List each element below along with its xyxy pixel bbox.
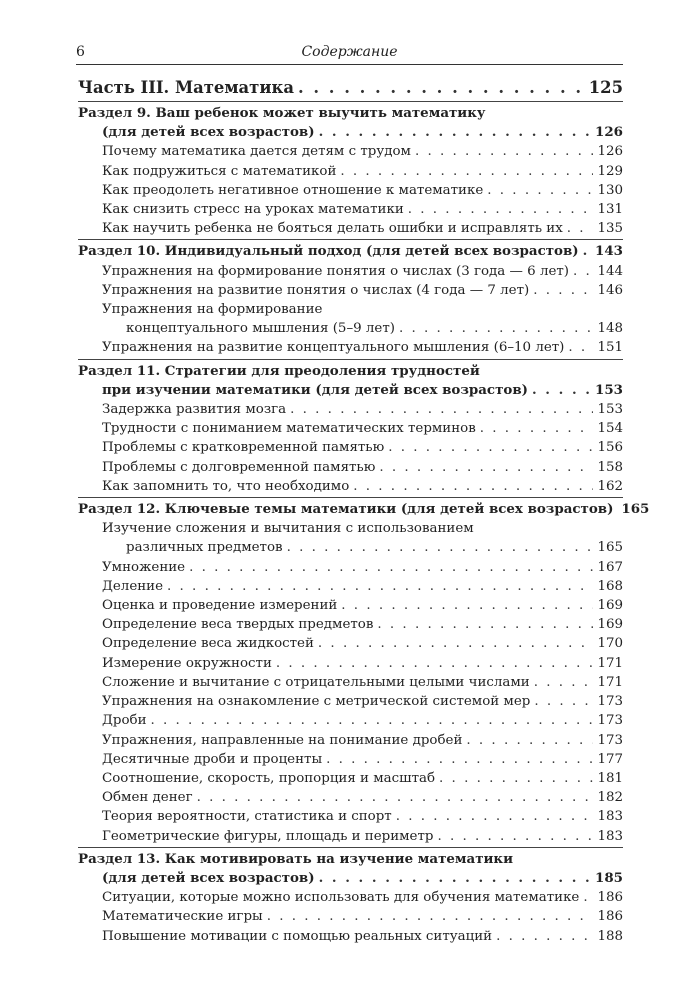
item-page: 153 [597,402,623,418]
item-title: Упражнения на развитие концептуального мышления (6–10 лет) [102,340,565,356]
dot-leader [319,869,591,888]
dot-leader [151,711,594,730]
toc-item [78,654,623,673]
section-title: Раздел 10. Индивидуальный подход (для детей всех возрастов) [78,243,579,260]
section-page: 143 [595,243,623,260]
toc-item [78,731,623,750]
section-title-line: Раздел 13. Как мотивировать на изучение математики [78,850,514,867]
toc-item [78,558,623,577]
item-page: 154 [597,421,623,437]
item-title: Ситуации, которые можно использовать для обучения математике [102,890,580,906]
dot-leader [326,750,593,769]
dot-leader [573,262,593,281]
item-page: 186 [597,890,623,906]
divider [78,847,623,848]
item-title: Как снизить стресс на уроках математики [102,202,404,218]
item-page: 144 [597,263,623,279]
toc-item [78,888,623,907]
toc-item [78,615,623,634]
dot-leader [341,596,593,615]
divider [78,359,623,360]
dot-leader [437,827,593,846]
item-page: 129 [597,163,623,179]
item-title: Измерение окружности [102,655,272,671]
toc-item [78,634,623,653]
item-title: Трудности с пониманием математических терминов [102,421,476,437]
toc-item [78,750,623,769]
toc-item [78,807,623,826]
dot-leader [466,731,593,750]
toc-item [78,438,623,457]
item-title: различных предметов [126,540,283,556]
dot-leader [439,769,593,788]
item-page: 156 [597,440,623,456]
dot-leader [276,654,594,673]
item-title: Упражнения на ознакомление с метрической системой мер [102,694,531,710]
divider [78,239,623,240]
item-title: Как преодолеть негативное отношение к математике [102,182,484,198]
item-title: Упражнения на формирование понятия о числах (3 года — 6 лет) [102,263,570,279]
toc-item [78,262,623,281]
section-page: 153 [595,381,623,398]
item-title: концептуального мышления (5–9 лет) [126,321,395,337]
item-page: 177 [597,751,623,767]
item-page: 173 [597,694,623,710]
section-page: 165 [621,501,650,518]
item-page: 182 [597,790,623,806]
dot-leader [318,634,594,653]
item-page: 158 [597,459,623,475]
toc-item [78,673,623,692]
toc-item [78,181,623,200]
item-page: 170 [597,636,623,652]
toc-item [78,142,623,161]
toc-section-entry [78,381,623,400]
item-page: 173 [597,713,623,729]
item-title: Определение веса жидкостей [102,636,314,652]
item-page: 181 [597,770,623,786]
item-page: 169 [597,617,623,633]
dot-leader [583,242,591,261]
toc-section-entry [78,869,623,888]
item-page: 148 [597,321,623,337]
item-title: Упражнения, направленные на понимание дробей [102,732,463,748]
dot-leader [353,477,593,496]
item-title: Определение веса твердых предметов [102,617,374,633]
item-page: 135 [597,221,623,237]
section-title: Раздел 12. Ключевые темы математики (для детей всех возрастов) [78,501,614,518]
item-page: 131 [597,202,623,218]
toc-item [78,477,623,496]
toc-item [78,538,623,557]
item-page: 186 [597,909,623,925]
item-page: 169 [597,598,623,614]
item-title: Геометрические фигуры, площадь и периметр [102,828,434,844]
toc-item [78,338,623,357]
toc-item [78,711,623,730]
toc-item [78,827,623,846]
section-title: (для детей всех возрастов) [102,124,315,141]
item-title-line: Изучение сложения и вычитания с использованием [102,521,474,537]
item-title-line: Упражнения на формирование [102,302,323,318]
item-title: Почему математика дается детям с трудом [102,144,411,160]
toc-section-entry [78,242,623,261]
dot-leader [583,888,593,907]
table-of-contents [78,76,650,946]
dot-leader [167,577,593,596]
dot-leader [533,281,593,300]
dot-leader [379,458,593,477]
dot-leader [496,927,593,946]
item-title: Задержка развития мозга [102,402,287,418]
item-title: Умножение [102,559,186,575]
toc-section-entry [78,123,623,142]
item-title: Как научить ребенка не бояться делать ошибки и исправлять их [102,221,563,237]
toc-item [78,907,623,926]
item-title: Математические игры [102,909,263,925]
item-page: 171 [597,674,623,690]
dot-leader [197,788,594,807]
dot-leader [290,400,593,419]
item-title: Повышение мотивации с помощью реальных ситуаций [102,928,493,944]
dot-leader [534,673,594,692]
item-page: 168 [597,578,623,594]
section-title: (для детей всех возрастов) [102,869,315,886]
dot-leader [377,615,593,634]
toc-part-entry [78,76,623,100]
toc-item [78,927,623,946]
part-page: 125 [588,78,623,97]
dot-leader [408,200,594,219]
toc-item [78,769,623,788]
dot-leader [532,381,591,400]
dot-leader [267,907,594,926]
dot-leader [319,123,591,142]
item-title: Проблемы с долговременной памятью [102,459,376,475]
header-rule [76,64,623,65]
dot-leader [399,319,593,338]
running-title: Содержание [301,44,398,60]
item-page: 183 [597,809,623,825]
dot-leader [567,219,594,238]
toc-item [78,692,623,711]
toc-item [78,596,623,615]
dot-leader [568,338,593,357]
item-page: 171 [597,655,623,671]
item-title: Упражнения на развитие понятия о числах (4 года — 7 лет) [102,282,530,298]
dot-leader [534,692,593,711]
dot-leader [480,419,594,438]
dot-leader [287,538,594,557]
dot-leader [340,162,593,181]
toc-item [78,319,623,338]
page-number: 6 [76,44,85,60]
item-title: Деление [102,578,164,594]
section-title-line: Раздел 9. Ваш ребенок может выучить математику [78,105,486,121]
item-page: 130 [597,182,623,198]
item-title: Как запомнить то, что необходимо [102,478,350,494]
item-title: Теория вероятности, статистика и спорт [102,809,392,825]
item-page: 188 [597,928,623,944]
part-title: Часть III. Математика [78,78,294,97]
item-page: 126 [597,144,623,160]
dot-leader [298,76,585,100]
toc-item [78,577,623,596]
item-page: 165 [597,540,623,556]
section-title-line: Раздел 11. Стратегии для преодоления трудностей [78,362,480,379]
item-page: 146 [597,282,623,298]
section-page: 126 [595,124,623,141]
running-header [76,44,623,62]
item-title: Сложение и вычитание с отрицательными целыми числами [102,674,530,690]
item-page: 183 [597,828,623,844]
toc-item [78,419,623,438]
toc-item [78,458,623,477]
section-page: 185 [595,869,623,886]
section-title: при изучении математики (для детей всех возрастов) [102,381,528,398]
toc-item [78,788,623,807]
toc-item [78,219,623,238]
item-page: 173 [597,732,623,748]
item-page: 151 [597,340,623,356]
dot-leader [388,438,593,457]
dot-leader [487,181,593,200]
dot-leader [189,558,593,577]
item-title: Десятичные дроби и проценты [102,751,323,767]
toc-item [78,200,623,219]
toc-section-entry [78,500,650,519]
dot-leader [415,142,593,161]
item-title: Обмен денег [102,790,193,806]
toc-item [78,400,623,419]
toc-item [78,281,623,300]
divider [78,497,623,498]
item-title: Соотношение, скорость, пропорция и масштаб [102,770,436,786]
item-title: Дроби [102,713,147,729]
divider [78,101,623,102]
item-page: 167 [597,559,623,575]
dot-leader [396,807,594,826]
item-title: Проблемы с кратковременной памятью [102,440,385,456]
item-title: Оценка и проведение измерений [102,598,338,614]
toc-item [78,162,623,181]
item-page: 162 [597,478,623,494]
item-title: Как подружиться с математикой [102,163,337,179]
